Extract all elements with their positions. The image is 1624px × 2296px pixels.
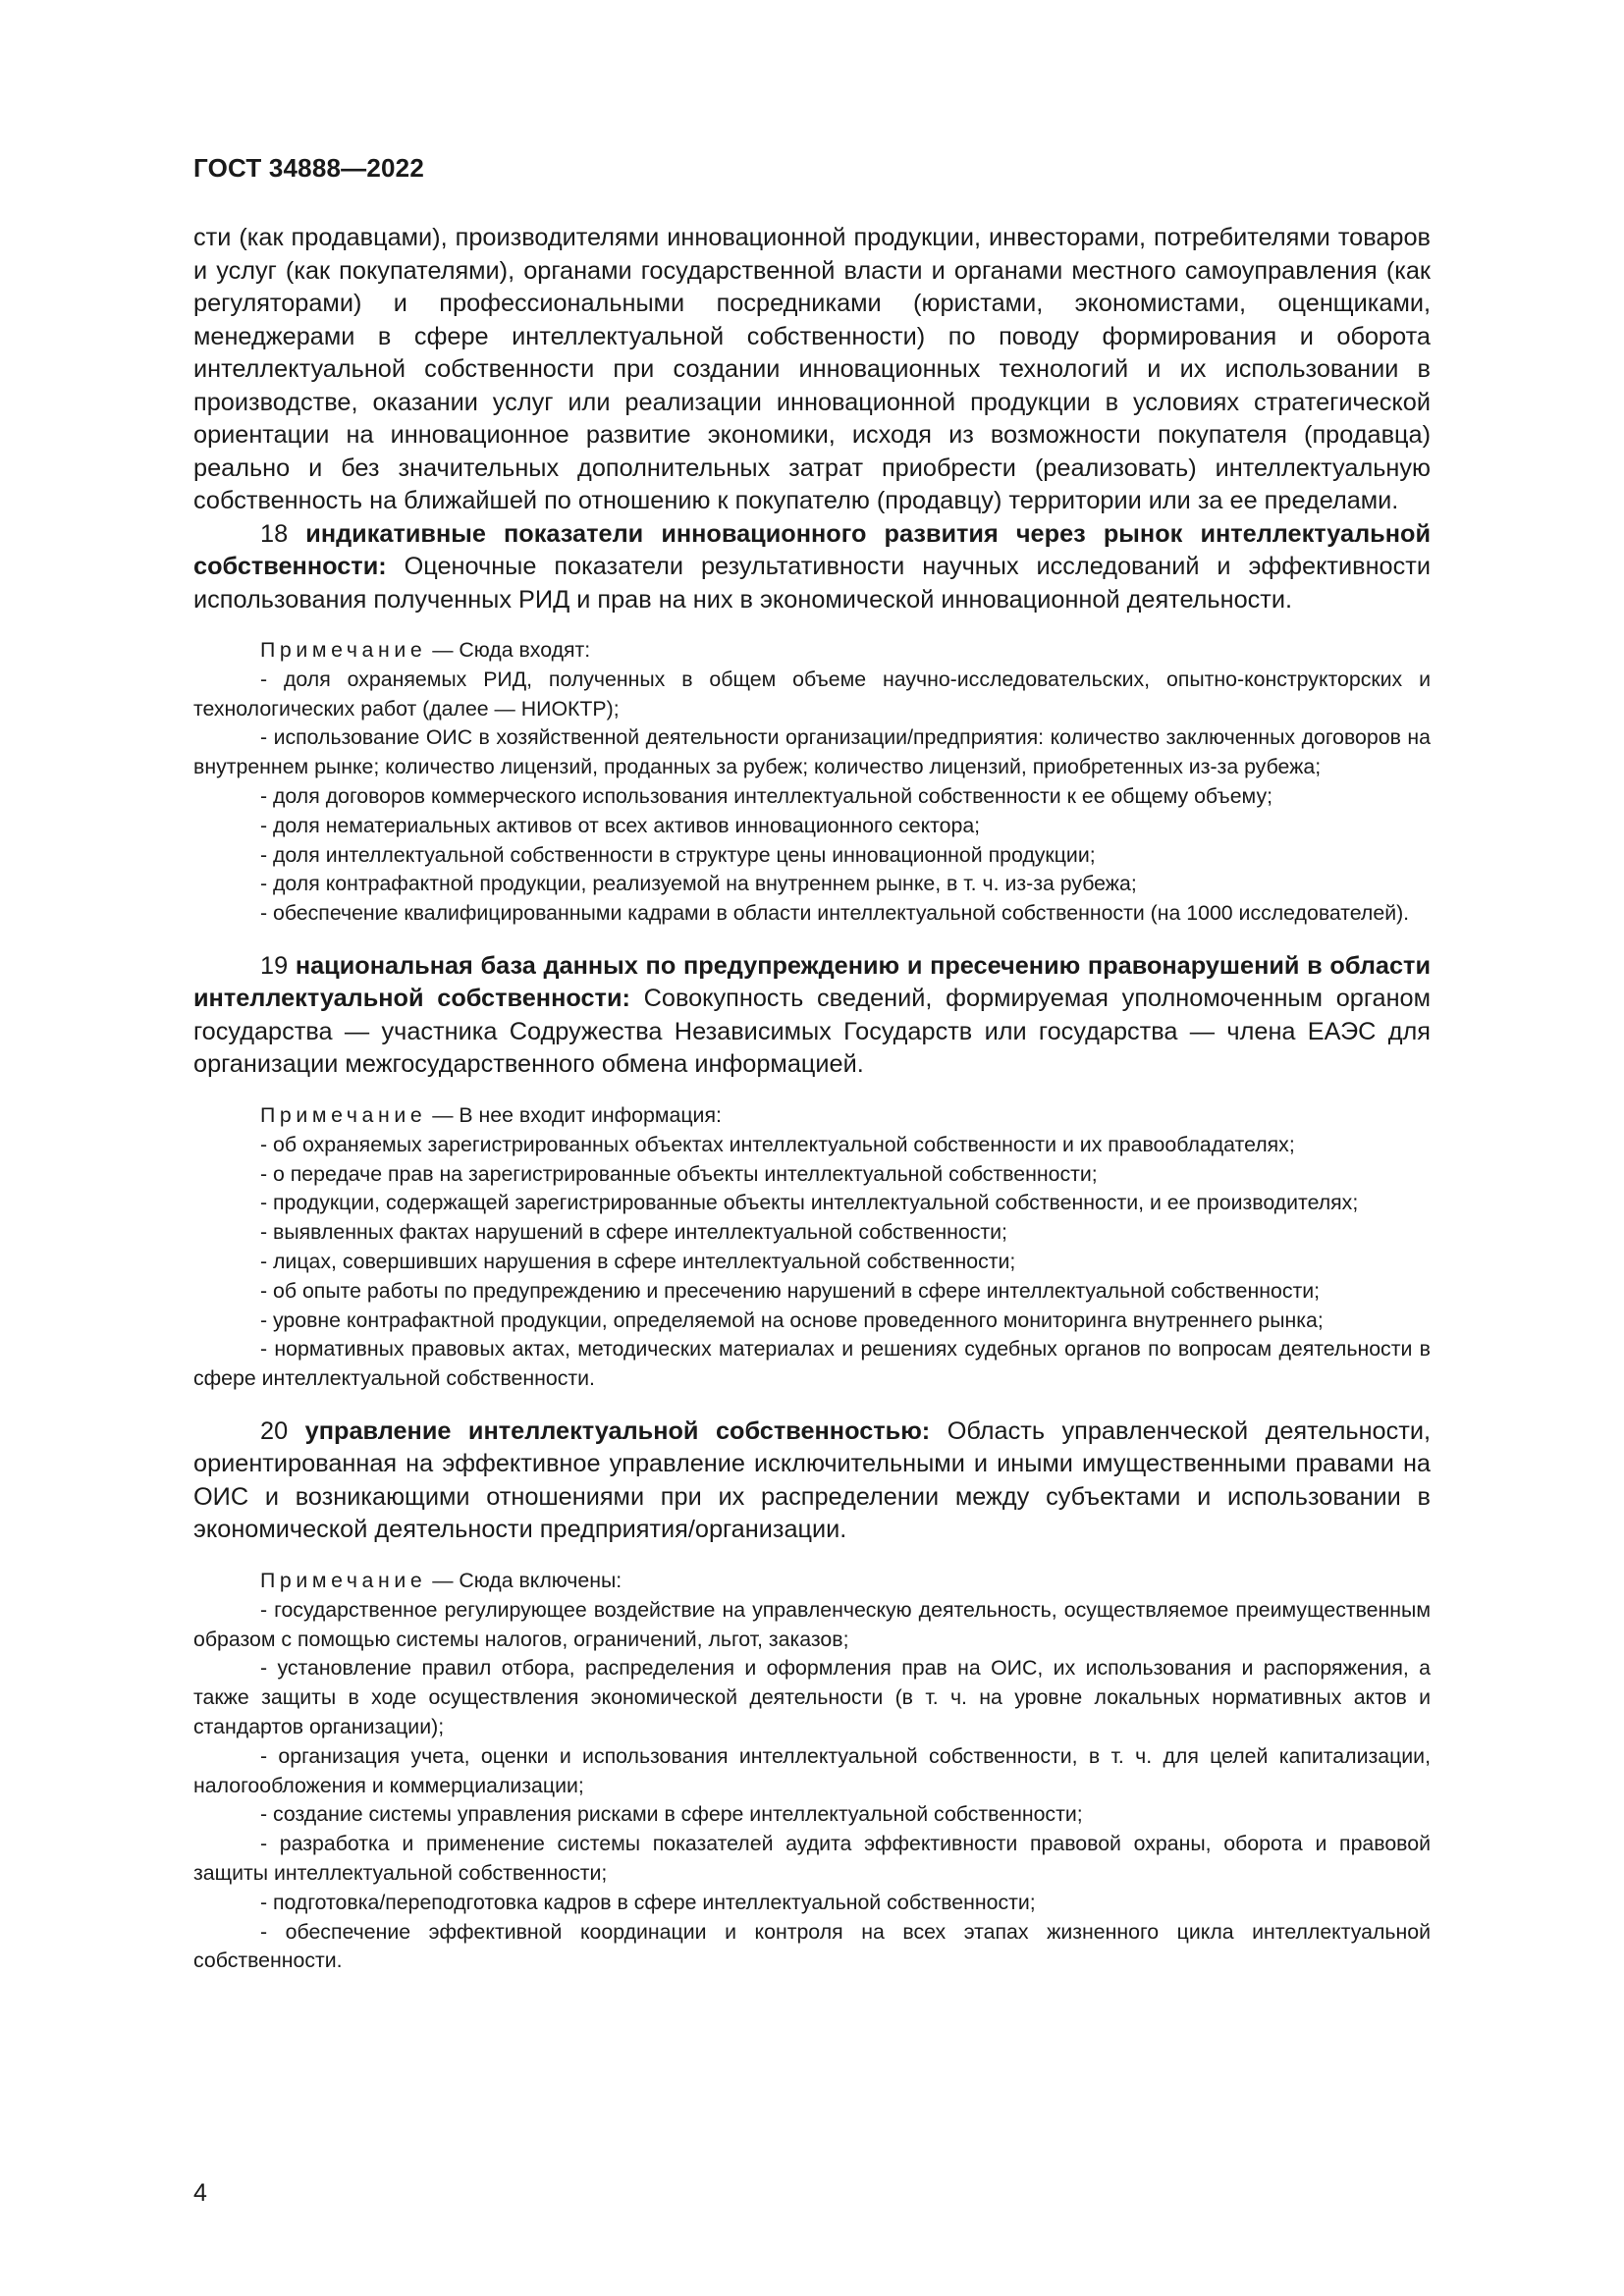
note-list-item: - обеспечение квалифицированными кадрами в области интеллектуальной собственности (на 1000 исследователей).	[260, 901, 1410, 926]
note-list-item: - уровне контрафактной продукции, определяемой на основе проведенного мониторинга внутреннего рынка;	[260, 1308, 1324, 1332]
term-number: 20	[260, 1416, 289, 1445]
note-list-item: - организация учета, оценки и использования интеллектуальной собственности, в т. ч. для целей капитализации, налогообложения и коммерциализации;	[193, 1743, 1431, 1797]
note-list-item: - доля договоров коммерческого использования интеллектуальной собственности к ее общему объему;	[260, 783, 1273, 808]
term-entry	[193, 1415, 1431, 1976]
note-list-item: - нормативных правовых актах, методических материалах и решениях судебных органов по вопросам деятельности в сфере интеллектуальной собственности.	[193, 1337, 1431, 1391]
term-paragraph	[193, 1415, 1431, 1547]
term-definition: Оценочные показатели результативности научных исследований и эффективности использования полученных РИД и прав на них в экономической инновационной деятельности.	[193, 553, 1431, 614]
term-number: 19	[260, 951, 289, 980]
note-list-item: - использование ОИС в хозяйственной деятельности организации/предприятия: количество заключенных договоров на внутреннем рынке; количество лицензий, проданных за рубеж; количество лицензий, приобретенных из-за рубежа;	[193, 725, 1431, 779]
note-list-item: - об опыте работы по предупреждению и пресечению нарушений в сфере интеллектуальной собственности;	[260, 1278, 1321, 1303]
terms-list	[193, 518, 1431, 1977]
note-block	[193, 1567, 1431, 1976]
note-list-item: - лицах, совершивших нарушения в сфере интеллектуальной собственности;	[260, 1249, 1016, 1273]
note-list-item: - доля интеллектуальной собственности в структуре цены инновационной продукции;	[260, 842, 1096, 867]
term-title: национальная база данных по предупреждению и пресечению правонарушений в области интеллектуальной собственности:	[193, 951, 1431, 1013]
note-header	[193, 1101, 1431, 1131]
term-definition: Область управленческой деятельности, ориентированная на эффективное управление исключительными и иными имущественными правами на ОИС и возникающими отношениями при их распределении между субъектами и использовании в экономической деятельности предприятия/организации.	[193, 1416, 1432, 1544]
note-header	[193, 1567, 1431, 1596]
term-number: 18	[260, 519, 289, 548]
page-number: 4	[193, 2179, 207, 2207]
note-intro: — Сюда включены:	[426, 1568, 623, 1592]
note-label: Примечание	[260, 638, 427, 662]
note-block	[193, 1101, 1431, 1394]
note-list-item: - о передаче прав на зарегистрированные объекты интеллектуальной собственности;	[260, 1161, 1098, 1186]
note-list-item: - доля нематериальных активов от всех активов инновационного сектора;	[260, 813, 981, 837]
note-list-item: - доля контрафактной продукции, реализуемой на внутреннем рынке, в т. ч. из-за рубежа;	[260, 872, 1137, 896]
term-title: управление интеллектуальной собственностью:	[304, 1416, 931, 1445]
note-list-item: - выявленных фактах нарушений в сфере интеллектуальной собственности;	[260, 1220, 1007, 1245]
term-entry	[193, 950, 1431, 1394]
document-header: ГОСТ 34888—2022	[193, 153, 424, 183]
note-list-item: - продукции, содержащей зарегистрированные объекты интеллектуальной собственности, и ее производителях;	[260, 1191, 1359, 1215]
term-entry	[193, 518, 1431, 929]
term-paragraph	[193, 950, 1431, 1082]
intro-paragraph: сти (как продавцами), производителями инновационной продукции, инвесторами, потребителями товаров и услуг (как покупателями), органами государственной власти и органами местного самоуправления (как регуляторами) и профессиональными посредниками (юристами, экономистами, оценщиками, менеджерами в сфере интеллектуальной собственности) по поводу формирования и оборота интеллектуальной собственности при создании инновационных технологий и их использовании в производстве, оказании услуг или реализации инновационной продукции в условиях стратегической ориентации на инновационное развитие экономики, исходя из возможности покупателя (продавца) реально и без значительных дополнительных затрат приобрести (реализовать) интеллектуальную собственность на ближайшей по отношению к покупателю (продавцу) территории или за ее пределами.	[193, 224, 1431, 514]
note-list-item: - обеспечение эффективной координации и контроля на всех этапах жизненного цикла интеллектуальной собственности.	[193, 1919, 1431, 1973]
note-intro: — В нее входит информация:	[426, 1102, 722, 1127]
term-title: индикативные показатели инновационного развития через рынок интеллектуальной собственности:	[193, 519, 1431, 580]
note-label: Примечание	[260, 1568, 427, 1592]
note-header	[193, 636, 1431, 666]
document-body	[193, 222, 1431, 1976]
note-label: Примечание	[260, 1102, 427, 1127]
note-block	[193, 636, 1431, 929]
note-intro: — Сюда входят:	[426, 638, 591, 662]
note-list-item: - создание системы управления рисками в сфере интеллектуальной собственности;	[260, 1802, 1083, 1827]
note-list-item: - государственное регулирующее воздействие на управленческую деятельность, осуществляемое преимущественным образом с помощью системы налогов, ограничений, льгот, заказов;	[193, 1597, 1431, 1651]
term-paragraph	[193, 518, 1431, 617]
term-definition: Совокупность сведений, формируемая уполномоченным органом государства — участника Содружества Независимых Государств или государства — члена ЕАЭС для организации межгосударственного обмена информацией.	[193, 985, 1432, 1079]
note-list-item: - подготовка/переподготовка кадров в сфере интеллектуальной собственности;	[260, 1890, 1036, 1914]
note-list-item: - доля охраняемых РИД, полученных в общем объеме научно-исследовательских, опытно-конструкторских и технологических работ (далее — НИОКТР);	[193, 667, 1431, 721]
note-list-item: - об охраняемых зарегистрированных объектах интеллектуальной собственности и их правообладателях;	[260, 1132, 1295, 1156]
note-list-item: - разработка и применение системы показателей аудита эффективности правовой охраны, оборота и правовой защиты интеллектуальной собственности;	[193, 1832, 1431, 1885]
note-list-item: - установление правил отбора, распределения и оформления прав на ОИС, их использования и распоряжения, а также защиты в ходе осуществления экономической деятельности (в т. ч. на уровне локальных нормативных актов и стандартов организации);	[193, 1656, 1431, 1738]
